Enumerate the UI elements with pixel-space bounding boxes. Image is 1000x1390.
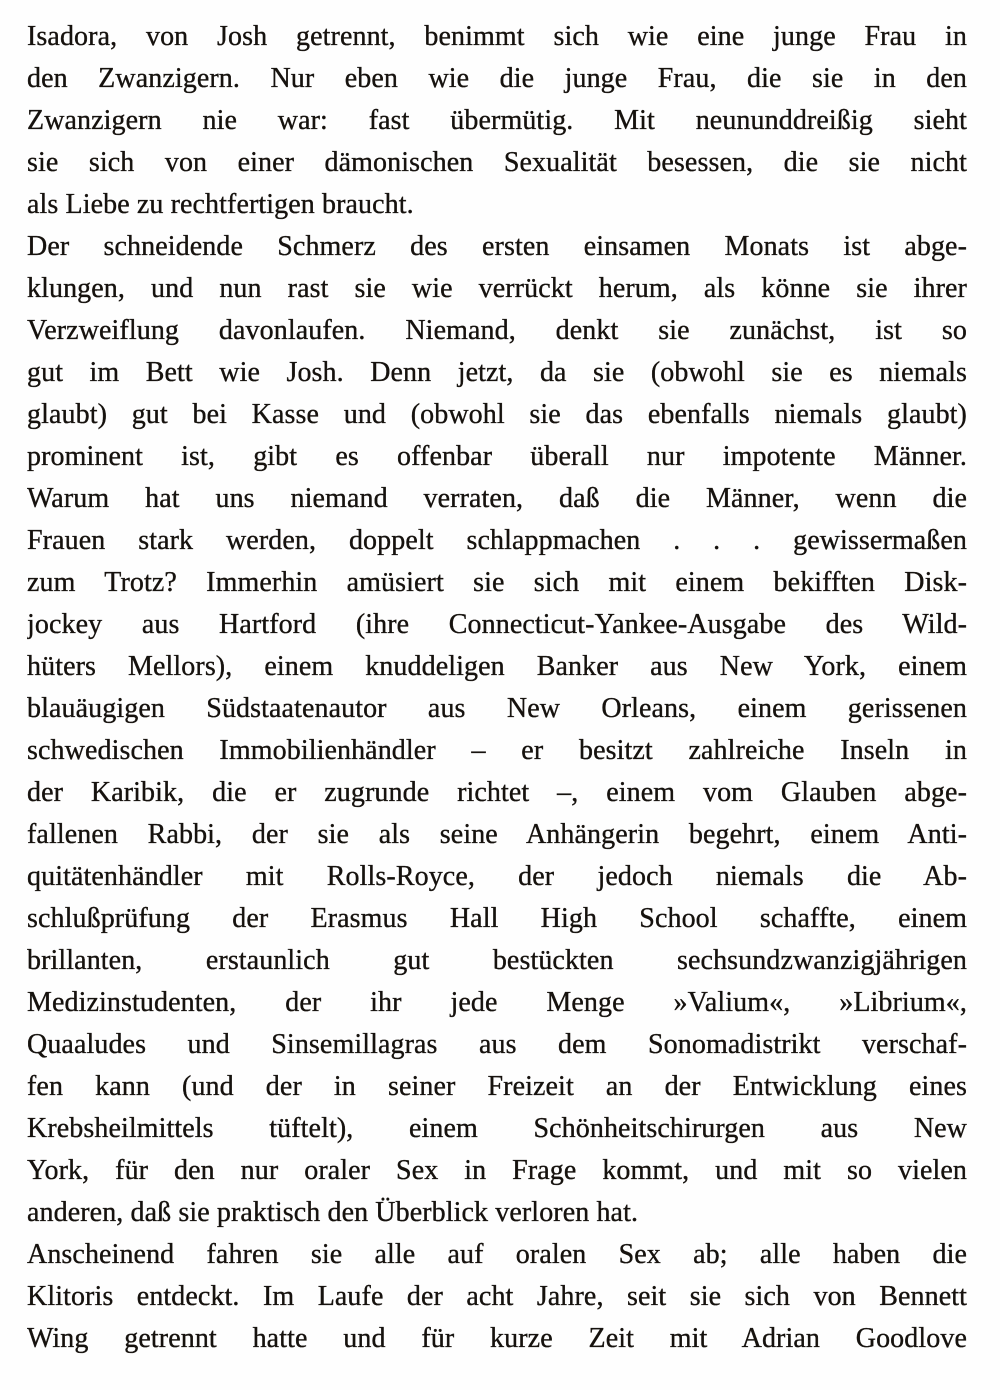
text-line: hüters Mellors), einem knuddeligen Banker aus New York, einem <box>27 651 967 682</box>
text-line: brillanten, erstaunlich gut bestückten sechsundzwanzigjährigen <box>27 945 967 976</box>
text-line: anderen, daß sie praktisch den Überblick verloren hat. <box>27 1197 639 1228</box>
text-line: York, für den nur oraler Sex in Frage kommt, und mit so vielen <box>27 1155 967 1186</box>
text-line: schwedischen Immobilienhändler – er besitzt zahlreiche Inseln in <box>27 735 967 766</box>
text-line: Warum hat uns niemand verraten, daß die Männer, wenn die <box>27 483 967 514</box>
text-line: den Zwanzigern. Nur eben wie die junge Frau, die sie in den <box>27 63 967 94</box>
text-line: fen kann (und der in seiner Freizeit an der Entwicklung eines <box>27 1071 967 1102</box>
text-line: prominent ist, gibt es offenbar überall nur impotente Männer. <box>27 441 967 472</box>
text-line: klungen, und nun rast sie wie verrückt herum, als könne sie ihrer <box>27 273 967 304</box>
text-line: quitätenhändler mit Rolls-Royce, der jedoch niemals die Ab- <box>27 861 967 892</box>
text-line: sie sich von einer dämonischen Sexualität besessen, die sie nicht <box>27 147 967 178</box>
text-line: zum Trotz? Immerhin amüsiert sie sich mit einem bekifften Disk- <box>27 567 967 598</box>
text-line: Verzweiflung davonlaufen. Niemand, denkt sie zunächst, ist so <box>27 315 967 346</box>
text-line: schlußprüfung der Erasmus Hall High School schaffte, einem <box>27 903 967 934</box>
text-line: als Liebe zu rechtfertigen braucht. <box>27 189 414 220</box>
text-line: gut im Bett wie Josh. Denn jetzt, da sie (obwohl sie es niemals <box>27 357 967 388</box>
text-line: Der schneidende Schmerz des ersten einsamen Monats ist abge- <box>27 231 967 262</box>
text-line: der Karibik, die er zugrunde richtet –, einem vom Glauben abge- <box>27 777 967 808</box>
text-line: Klitoris entdeckt. Im Laufe der acht Jahre, seit sie sich von Bennett <box>27 1281 967 1312</box>
text-line: Frauen stark werden, doppelt schlappmachen . . . gewissermaßen <box>27 525 967 556</box>
text-line: Isadora, von Josh getrennt, benimmt sich wie eine junge Frau in <box>27 21 967 52</box>
paragraph <box>27 16 967 226</box>
text-line: jockey aus Hartford (ihre Connecticut-Yankee-Ausgabe des Wild- <box>27 609 967 640</box>
text-line: Anscheinend fahren sie alle auf oralen Sex ab; alle haben die <box>27 1239 967 1270</box>
text-line: Zwanzigern nie war: fast übermütig. Mit neununddreißig sieht <box>27 105 967 136</box>
text-line: Krebsheilmittels tüftelt), einem Schönheitschirurgen aus New <box>27 1113 967 1144</box>
text-line: Quaaludes und Sinsemillagras aus dem Sonomadistrikt verschaf- <box>27 1029 967 1060</box>
text-line: glaubt) gut bei Kasse und (obwohl sie das ebenfalls niemals glaubt) <box>27 399 967 430</box>
text-line: blauäugigen Südstaatenautor aus New Orleans, einem gerissenen <box>27 693 967 724</box>
text-line: Wing getrennt hatte und für kurze Zeit mit Adrian Goodlove <box>27 1323 967 1354</box>
text-line: Medizinstudenten, der ihr jede Menge »Valium«, »Librium«, <box>27 987 967 1018</box>
paragraph <box>27 1234 967 1360</box>
paragraph <box>27 226 967 1234</box>
text-line: fallenen Rabbi, der sie als seine Anhängerin begehrt, einem Anti- <box>27 819 967 850</box>
